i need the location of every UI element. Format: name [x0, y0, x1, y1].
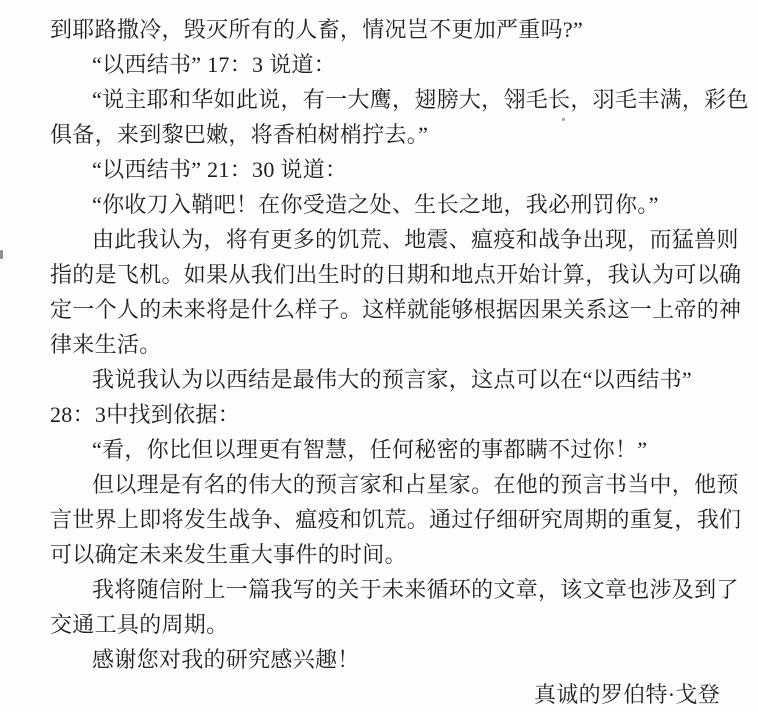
text-line: 定一个人的未来将是什么样子。这样就能够根据因果关系这一上帝的神: [50, 297, 742, 322]
text-line: 我将随信附上一篇我写的关于未来循环的文章，该文章也涉及到了: [92, 577, 739, 602]
text-line: “看，你比但以理更有智慧，任何秘密的事都瞒不过你！”: [92, 437, 648, 462]
letter-body: [50, 12, 749, 712]
text-line: 俱备，来到黎巴嫩，将香柏树梢拧去。”: [50, 122, 429, 147]
text-line: 律来生活。: [50, 332, 162, 357]
scan-speck: [562, 118, 565, 121]
text-line: 感谢您对我的研究感兴趣！: [92, 647, 360, 672]
text-line: 我说我认为以西结是最伟大的预言家，这点可以在“以西结书”: [92, 367, 692, 392]
text-line: 言世界上即将发生战争、瘟疫和饥荒。通过仔细研究周期的重复，我们: [50, 507, 742, 532]
text-line: 但以理是有名的伟大的预言家和占星家。在他的预言书当中，他预: [92, 472, 739, 497]
text-line: “你收刀入鞘吧！在你受造之处、生长之地，我必刑罚你。”: [92, 192, 659, 217]
text-line: “说主耶和华如此说，有一大鹰，翅膀大，翎毛长，羽毛丰满，彩色: [92, 87, 749, 112]
text-line: “以西结书” 21：30 说道：: [92, 157, 348, 182]
text-line: 28：3中找到依据：: [50, 402, 241, 427]
text-line: 指的是飞机。如果从我们出生时的日期和地点开始计算，我认为可以确: [50, 262, 742, 287]
text-line: 到耶路撒冷，毁灭所有的人畜，情况岂不更加严重吗?”: [50, 17, 584, 42]
text-line: 由此我认为，将有更多的饥荒、地震、瘟疫和战争出现，而猛兽则: [92, 227, 739, 252]
text-line: 交通工具的周期。: [50, 612, 229, 637]
text-line: 可以确定未来发生重大事件的时间。: [50, 542, 407, 567]
signature-line: 真诚的罗伯特·戈登: [533, 682, 720, 707]
scan-speck: [0, 250, 3, 259]
text-line: “以西结书” 17：3 说道：: [92, 52, 337, 77]
